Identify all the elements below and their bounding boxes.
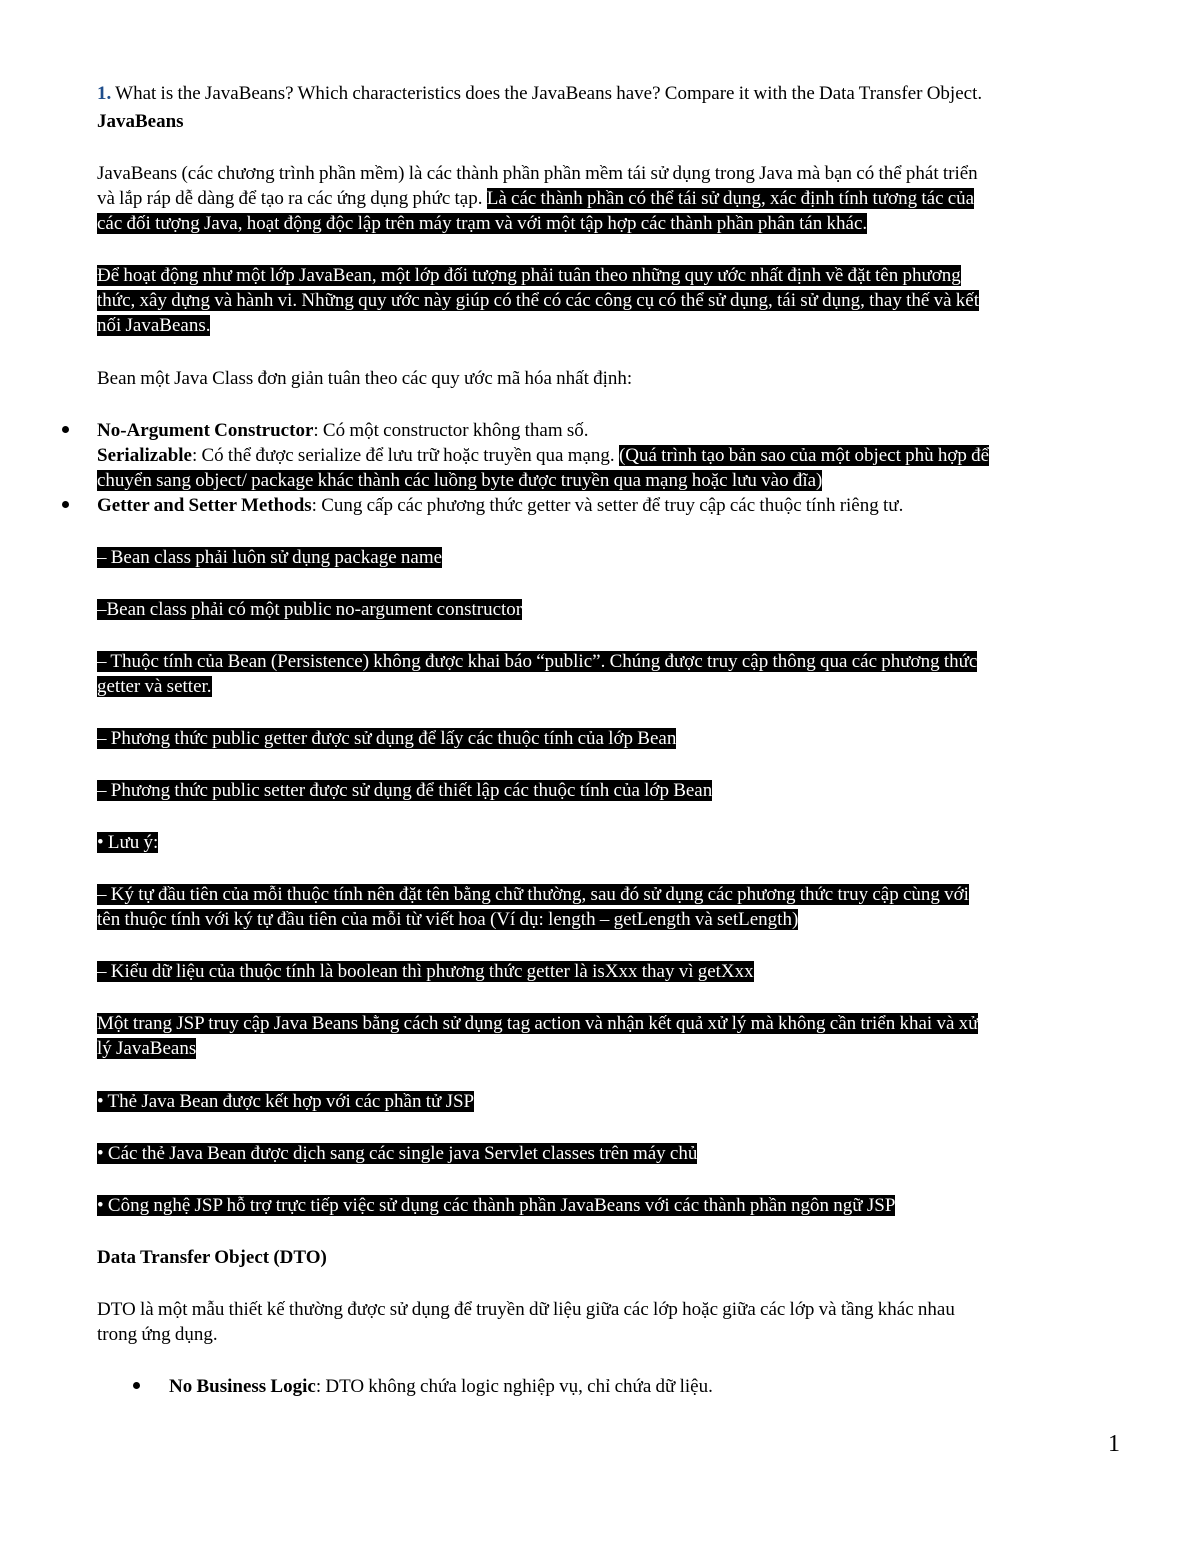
dto-intro-line-2: trong ứng dụng.	[97, 1324, 218, 1345]
jsp-line-2	[97, 1036, 196, 1061]
dto-intro-line-1: DTO là một mẫu thiết kế thường được sử dụng để truyền dữ liệu giữa các lớp hoặc giữa các lớp và tầng khác nhau	[97, 1299, 955, 1320]
rule-6-text-2: tên thuộc tính với ký tự đầu tiên của mỗi từ viết hoa (Ví dụ: length – getLength và setLength)	[97, 909, 799, 930]
rule-6-line-2	[97, 907, 798, 932]
noarg-desc: : Có một constructor không tham số.	[313, 420, 589, 441]
rule-4-text: – Phương thức public getter được sử dụng để lấy các thuộc tính của lớp Bean	[97, 728, 677, 749]
jsp-text-1: Một trang JSP truy cập Java Beans bằng cách sử dụng tag action và nhận kết quả xử lý mà không cần triển khai và xử	[97, 1013, 979, 1034]
list-item-noarg	[97, 418, 589, 443]
bullet-icon	[62, 426, 69, 433]
convention-line-2	[97, 288, 979, 313]
serial-note-2: chuyển sang object/ package khác thành các luồng byte được truyền qua mạng hoặc lưu vào đĩa)	[97, 470, 823, 491]
convention-line-3-text: nối JavaBeans.	[97, 315, 211, 336]
jsp-text-2: lý JavaBeans	[97, 1038, 197, 1059]
rule-1	[97, 545, 442, 570]
rule-6-line-1	[97, 882, 969, 907]
convention-line-1	[97, 263, 961, 288]
convention-line-2-text: thức, xây dựng và hành vi. Những quy ước này giúp có thể có các công cụ có thể sử dụng, tái sử dụng, thay thế và kết	[97, 290, 979, 311]
intro-line-2a: và lắp ráp dễ dàng để tạo ra các ứng dụng phức tạp.	[97, 188, 487, 209]
note-label	[97, 830, 158, 855]
bullet-icon	[133, 1382, 140, 1389]
rule-5-text: – Phương thức public setter được sử dụng để thiết lập các thuộc tính của lớp Bean	[97, 780, 713, 801]
intro-line-1: JavaBeans (các chương trình phần mềm) là các thành phần phần mềm tái sử dụng trong Java mà bạn có thể phát triển	[97, 163, 978, 184]
rule-1-text: – Bean class phải luôn sử dụng package name	[97, 547, 443, 568]
bean-intro: Bean một Java Class đơn giản tuân theo các quy ước mã hóa nhất định:	[97, 368, 633, 389]
jsp-bullet-2	[97, 1141, 697, 1166]
jsp-bullet-1	[97, 1089, 474, 1114]
question-number: 1.	[97, 83, 112, 104]
rule-3-text-2: getter và setter.	[97, 676, 212, 697]
page-number: 1	[1108, 1431, 1120, 1457]
question-line	[97, 81, 982, 106]
rule-3-text-1: – Thuộc tính của Bean (Persistence) không được khai báo “public”. Chúng được truy cập thông qua các phương thức	[97, 651, 978, 672]
list-item-serializable	[97, 443, 989, 468]
intro-line-3-text: các đối tượng Java, hoạt động độc lập trên máy trạm và với một tập hợp các thành phần phân tán khác.	[97, 213, 868, 234]
jsp-bullet-2-text: • Các thẻ Java Bean được dịch sang các single java Servlet classes trên máy chủ	[97, 1143, 698, 1164]
rule-6-text-1: – Ký tự đầu tiên của mỗi thuộc tính nên đặt tên bằng chữ thường, sau đó sử dụng các phương thức truy cập cùng với	[97, 884, 969, 905]
list-item-getset	[97, 493, 903, 518]
dto-item-term: No Business Logic	[169, 1376, 316, 1397]
intro-line-2b: Là các thành phần có thể tái sử dụng, xác định tính tương tác của	[486, 188, 975, 209]
rule-2-text: –Bean class phải có một public no-argument constructor	[97, 599, 523, 620]
dto-list-item	[169, 1374, 713, 1399]
jsp-bullet-1-text: • Thẻ Java Bean được kết hợp với các phần tử JSP	[97, 1091, 475, 1112]
serial-term: Serializable	[97, 445, 192, 466]
rule-7-text: – Kiểu dữ liệu của thuộc tính là boolean thì phương thức getter là isXxx thay vì getXxx	[97, 961, 754, 982]
convention-line-3	[97, 313, 210, 338]
rule-2	[97, 597, 522, 622]
dto-heading: Data Transfer Object (DTO)	[97, 1247, 327, 1268]
rule-5	[97, 778, 712, 803]
convention-line-1-text: Để hoạt động như một lớp JavaBean, một lớp đối tượng phải tuân theo những quy ước nhất định về đặt tên phương	[97, 265, 961, 286]
jsp-line-1	[97, 1011, 978, 1036]
getset-desc: : Cung cấp các phương thức getter và setter để truy cập các thuộc tính riêng tư.	[311, 495, 904, 516]
intro-line-3	[97, 211, 867, 236]
intro-line-2	[97, 186, 974, 211]
question-text: What is the JavaBeans? Which characteristics does the JavaBeans have? Compare it with the Data Transfer Object.	[111, 83, 983, 104]
getset-term: Getter and Setter Methods	[97, 495, 312, 516]
serial-desc: : Có thể được serialize để lưu trữ hoặc truyền qua mạng.	[191, 445, 615, 466]
rule-3-line-1	[97, 649, 977, 674]
serial-note-line-2	[97, 468, 822, 493]
rule-4	[97, 726, 676, 751]
rule-7	[97, 959, 754, 984]
serial-note-1: (Quá trình tạo bản sao của một object phù hợp để	[618, 445, 990, 466]
dto-item-desc: : DTO không chứa logic nghiệp vụ, chỉ chứa dữ liệu.	[315, 1376, 713, 1397]
javabeans-heading: JavaBeans	[97, 111, 184, 132]
jsp-bullet-3-text: • Công nghệ JSP hỗ trợ trực tiếp việc sử dụng các thành phần JavaBeans với các thành phần ngôn ngữ JSP	[97, 1195, 896, 1216]
noarg-term: No-Argument Constructor	[97, 420, 314, 441]
bullet-icon	[62, 501, 69, 508]
note-text: • Lưu ý:	[97, 832, 159, 853]
rule-3-line-2	[97, 674, 212, 699]
jsp-bullet-3	[97, 1193, 895, 1218]
